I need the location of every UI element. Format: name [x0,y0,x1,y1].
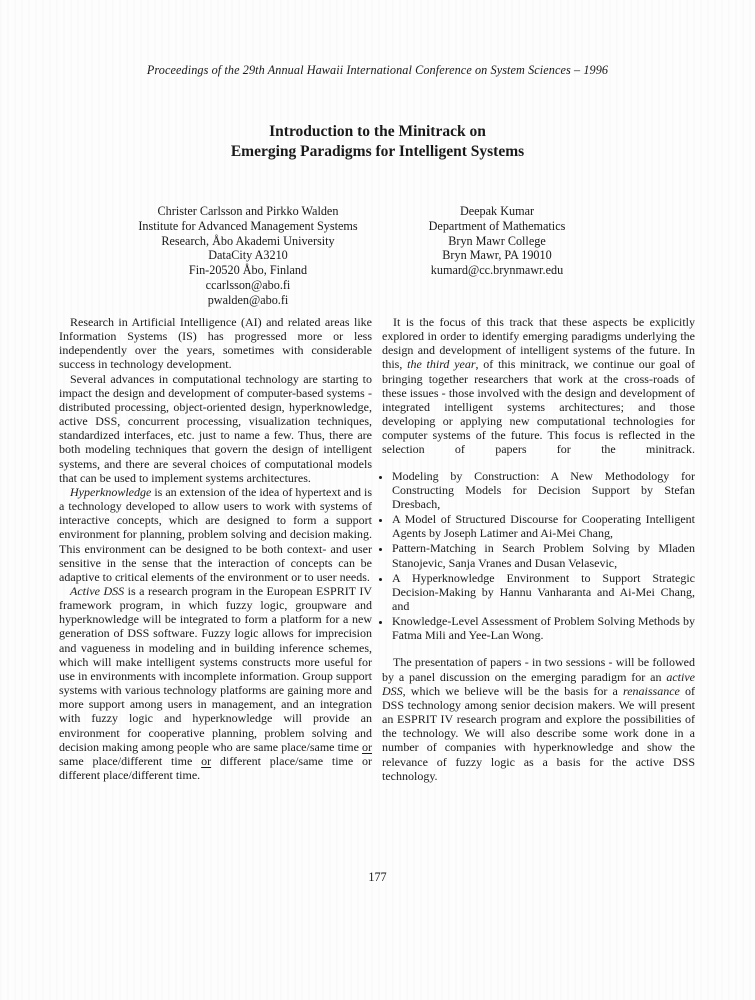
paragraph-hyperknowledge-text: is an extension of the idea of hypertext and is a technology developed to allow users to work with systems of interactive concepts, which are designed to form a support environment for planning, problem solving and decision making. This environment can be designed to be both context- and user sensitive in the sense that the interaction of concepts can be adaptive to critical elements of the environment or to user needs. [59,484,372,584]
paper-title [0,122,755,162]
paragraph-sessions-text-2: , which we believe will be the basis for a [402,683,623,698]
paragraph-track-focus [382,315,695,457]
author-affiliation-right-2: Bryn Mawr College [448,233,546,248]
running-head: Proceedings of the 29th Annual Hawaii International Conference on System Sciences – 1996 [146,63,609,77]
author-block-kumar [345,204,649,278]
author-affiliation-left-1: Institute for Advanced Management Systems [138,218,358,233]
italic-term-active-dss: Active DSS [70,583,125,598]
paper-item-dresbach: • Modeling by Construction: A New Methodology for Constructing Models for Decision Support by Stefan Dresbach, [391,469,695,511]
paragraph-sessions-text-1: The presentation of papers - in two sessions - will be followed by a panel discussion on the emerging paradigm for an [382,655,695,684]
paper-item-latimer-chang: • A Model of Structured Discourse for Cooperating Intelligent Agents by Joseph Latimer and Ai-Mei Chang, [391,512,695,540]
body-columns [59,315,695,783]
paragraph-active-dss-text-1: is a research program in the European ESPRIT IV framework program, in which fuzzy logic, groupware and hyperknowledge will be integrated to form a platform for a new generation of DSS software. Fuzzy logic allows for imprecision and vagueness in modeling and in building inference schemes, which will make intelligent systems constructs more useful for use in environments with incomplete information. Group support systems with various technology platforms are gaining more and more support among users in management, and an integration with fuzzy logic and hyperknowledge will provide an environment for cooperative planning, problem solving and decision making among people who are same place/same time [59,583,372,754]
author-name-right: Deepak Kumar [459,204,535,218]
underlined-or-1: or [362,739,372,754]
author-email-kumard: kumard@cc.brynmawr.edu [430,263,564,278]
right-column [382,315,695,783]
author-names-left: Christer Carlsson and Pirkko Walden [157,204,339,218]
paragraph-hyperknowledge [59,485,372,584]
paragraph-track-focus-text-2: , of this minitrack, we continue our goal of bringing together researchers that work at the cross-roads of these issues - those involved with the design and development of integrated intelligent systems architectures; and those developing or applying new computational technologies for computer systems of the future. This focus is reflected in the selection of papers for the minitrack. [382,357,695,457]
paper-item-mili-wong: • Knowledge-Level Assessment of Problem Solving Methods by Fatma Mili and Yee-Lan Wong. [391,614,695,642]
italic-term-third-year: the third year [407,357,476,372]
paper-item-vanharanta-chang: • A Hyperknowledge Environment to Support Strategic Decision-Making by Hannu Vanharanta and Ai-Mei Chang, and [391,571,695,613]
paper-title-line1: Introduction to the Minitrack on [269,123,486,140]
paragraph-active-dss-text-2: same place/different time [59,753,202,768]
author-email-pwalden: pwalden@abo.fi [207,292,289,307]
author-affiliation-right-1: Department of Mathematics [428,218,566,233]
paragraph-active-dss [59,584,372,782]
author-address-right: Bryn Mawr, PA 19010 [442,248,552,263]
paragraph-active-dss-text-3: different place/same time or different place/different time. [59,753,372,782]
paper-item-stanojevic: • Pattern-Matching in Search Problem Solving by Mladen Stanojevic, Sanja Vranes and Dusan Velasevic, [391,541,695,569]
italic-term-hyperknowledge: Hyperknowledge [70,484,152,499]
italic-term-active-dss-2: active DSS [382,669,695,698]
author-affiliation-left-2: Research, Åbo Akademi University [161,233,335,248]
italic-term-renaissance: renaissance [622,683,680,698]
accepted-papers-list [382,469,695,643]
paragraph-sessions-text-3: of DSS technology among senior decision makers. We will present an ESPRIT IV research program and explore the possibilities of the technology. We will also describe some work done in a number of companies with hyperknowledge and show the relevance of fuzzy logic as a basis for the active DSS technology. [382,683,696,783]
underlined-or-2: or [201,753,212,768]
paper-title-line2: Emerging Paradigms for Intelligent Systems [230,143,525,160]
page-number: 177 [368,870,387,884]
paragraph-ai-research: Research in Artificial Intelligence (AI) and related areas like Information Systems (IS) has progressed more or less independently over the years, sometimes with considerable success in technology development. [59,315,372,372]
author-address-left-1: DataCity A3210 [208,248,288,263]
paragraph-sessions [382,655,695,782]
paragraph-track-focus-text-1: It is the focus of this track that these aspects be explicitly explored in order to identify emerging paradigms underlying the design and development of intelligent systems of the future. In this, [382,315,695,372]
left-column [59,315,372,783]
author-address-left-2: Fin-20520 Åbo, Finland [188,263,308,278]
paragraph-computational-advances: Several advances in computational technology are starting to impact the design and development of computer-based systems - distributed processing, object-oriented design, hyperknowledge, active DSS, concurrent processing, visualization techniques, standardized interfaces, etc. just to name a few. Thus, there are both modeling techniques that govern the design of intelligent systems, and there are several choices of computational models that can be used to implement systems architectures. [59,371,372,485]
author-email-ccarlsson: ccarlsson@abo.fi [205,277,291,292]
